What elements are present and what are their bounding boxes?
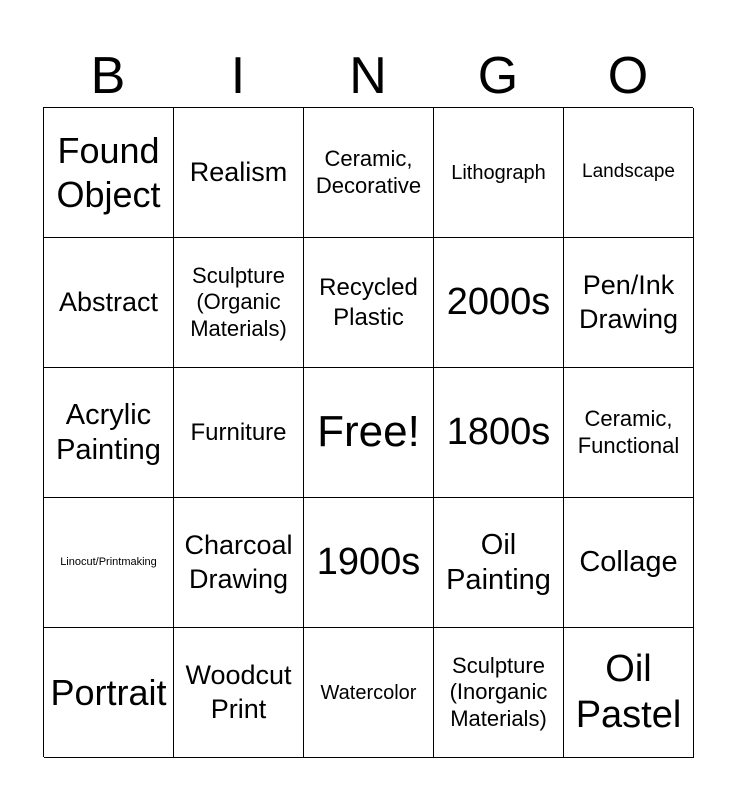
bingo-cell-r3-c2[interactable]: Furniture <box>174 368 304 498</box>
bingo-cell-r3-c1[interactable]: Acrylic Painting <box>44 368 174 498</box>
bingo-cell-r4-c3[interactable]: 1900s <box>304 498 434 628</box>
bingo-cell-r2-c4[interactable]: 2000s <box>434 238 564 368</box>
bingo-cell-r1-c1[interactable]: Found Object <box>44 108 174 238</box>
bingo-cell-r4-c4[interactable]: Oil Painting <box>434 498 564 628</box>
bingo-cell-r5-c5[interactable]: Oil Pastel <box>564 628 694 758</box>
bingo-cell-r3-c5[interactable]: Ceramic, Functional <box>564 368 694 498</box>
bingo-cell-r4-c2[interactable]: Charcoal Drawing <box>174 498 304 628</box>
bingo-cell-r4-c5[interactable]: Collage <box>564 498 694 628</box>
header-letter-i: I <box>230 47 246 105</box>
bingo-cell-r3-c3-free[interactable]: Free! <box>304 368 434 498</box>
bingo-cell-r5-c4[interactable]: Sculpture (Inorganic Materials) <box>434 628 564 758</box>
bingo-cell-r2-c5[interactable]: Pen/Ink Drawing <box>564 238 694 368</box>
bingo-cell-r1-c3[interactable]: Ceramic, Decorative <box>304 108 434 238</box>
bingo-cell-r2-c1[interactable]: Abstract <box>44 238 174 368</box>
header-letter-b: B <box>90 47 126 105</box>
bingo-cell-r4-c1[interactable]: Linocut/Printmaking <box>44 498 174 628</box>
bingo-cell-r3-c4[interactable]: 1800s <box>434 368 564 498</box>
bingo-cell-r1-c5[interactable]: Landscape <box>564 108 694 238</box>
bingo-card <box>43 107 693 757</box>
bingo-cell-r1-c4[interactable]: Lithograph <box>434 108 564 238</box>
bingo-cell-r5-c2[interactable]: Woodcut Print <box>174 628 304 758</box>
bingo-cell-r2-c3[interactable]: Recycled Plastic <box>304 238 434 368</box>
header-letter-g: G <box>477 47 519 105</box>
bingo-header <box>43 46 693 106</box>
bingo-cell-r1-c2[interactable]: Realism <box>174 108 304 238</box>
bingo-cell-r5-c3[interactable]: Watercolor <box>304 628 434 758</box>
bingo-cell-r5-c1[interactable]: Portrait <box>44 628 174 758</box>
header-letter-n: N <box>349 47 387 105</box>
bingo-cell-r2-c2[interactable]: Sculpture (Organic Materials) <box>174 238 304 368</box>
header-letter-o: O <box>607 47 649 105</box>
